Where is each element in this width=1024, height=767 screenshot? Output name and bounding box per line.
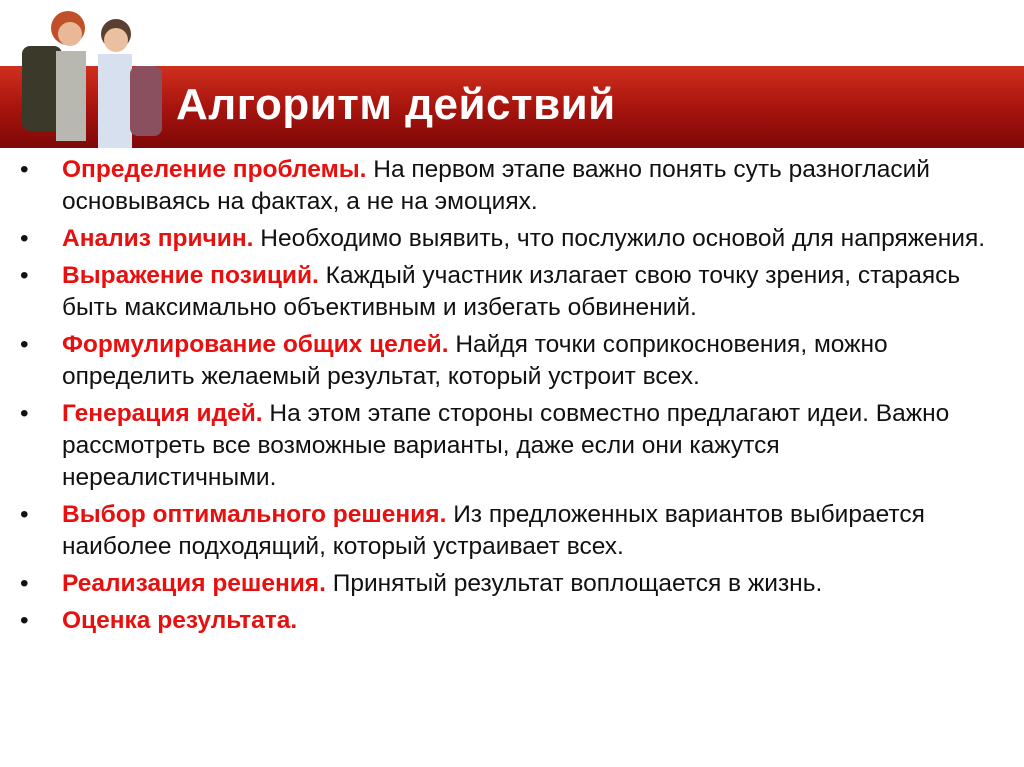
list-item: • Оценка результата. <box>0 605 1000 637</box>
list-item: • Выбор оптимального решения. Из предложенных вариантов выбирается наиболее подходящий, который устраивает всех. <box>0 499 1000 563</box>
steps-list <box>0 154 1000 642</box>
list-item: • Реализация решения. Принятый результат воплощается в жизнь. <box>0 568 1000 600</box>
list-item: • Определение проблемы. На первом этапе важно понять суть разногласий основываясь на фактах, а не на эмоциях. <box>0 154 1000 218</box>
list-item: • Выражение позиций. Каждый участник излагает свою точку зрения, стараясь быть максимально объективным и избегать обвинений. <box>0 260 1000 324</box>
list-item: • Генерация идей. На этом этапе стороны совместно предлагают идеи. Важно рассмотреть все возможные варианты, даже если они кажутся нереалистичными. <box>0 398 1000 494</box>
slide-title: Алгоритм действий <box>176 80 616 129</box>
schoolkids-image <box>18 6 178 148</box>
list-item: • Анализ причин. Необходимо выявить, что послужило основой для напряжения. <box>0 223 1000 255</box>
list-item: • Формулирование общих целей. Найдя точки соприкосновения, можно определить желаемый результат, который устроит всех. <box>0 329 1000 393</box>
